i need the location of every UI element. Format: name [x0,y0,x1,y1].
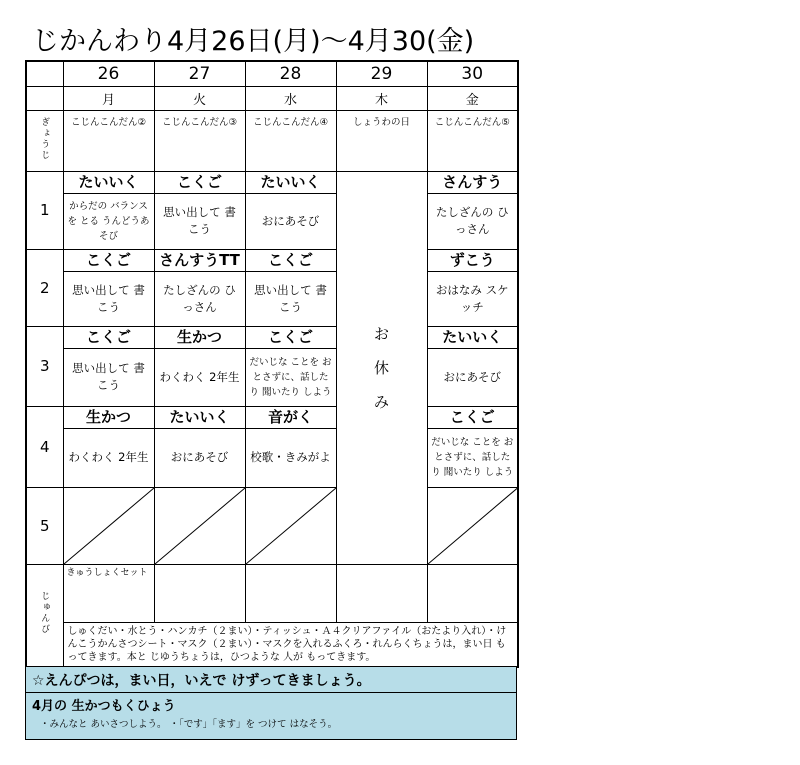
subject: ずこう [428,250,518,272]
day-number: 29 [336,61,427,86]
subject: こくご [155,172,245,194]
prep-item: きゅうしょくセット [63,564,154,622]
lesson-cell [245,406,336,487]
day-number: 27 [154,61,245,86]
day-number: 30 [427,61,518,86]
lesson-cell [245,249,336,326]
subject: たいいく [246,172,336,194]
lesson-cell [63,326,154,406]
lesson-note: だいじな ことを おとさずに、話したり 聞いたり しよう [431,437,514,478]
belongings-row [26,622,518,667]
empty-lesson-cell [427,487,518,564]
empty-lesson-cell [245,487,336,564]
empty-lesson-cell [63,487,154,564]
prep-row-label: じゅんび [26,564,63,667]
lesson-note: たしざんの ひっさん [435,205,509,236]
prep-item [154,564,245,622]
day-number-row [26,61,518,86]
period-row-5 [26,487,518,564]
lesson-cell [63,249,154,326]
prep-row [26,564,518,622]
lesson-cell [63,171,154,249]
subject: こくご [64,327,154,349]
corner-cell [26,86,63,110]
morning-event: こじんこんだん⑤ [427,110,518,171]
lesson-note: おにあそび [443,369,501,384]
lesson-cell [154,406,245,487]
holiday-char: 休 [373,358,389,377]
lesson-note: おはなみ スケッチ [435,282,509,314]
period-label: 5 [26,487,63,564]
lesson-cell [427,171,518,249]
morning-row-label: ぎょうじ [26,110,63,171]
lesson-note: からだの バランスを とる うんどうあそび [67,200,150,242]
subject: 生かつ [155,327,245,349]
day-number: 26 [63,61,154,86]
lesson-cell [245,171,336,249]
period-label: 1 [26,171,63,249]
lesson-note: 思い出して 書こう [72,361,145,392]
day-number: 28 [245,61,336,86]
period-row-3 [26,326,518,406]
period-label: 2 [26,249,63,326]
lesson-note: わくわく 2年生 [159,369,240,384]
weekday-label: 金 [427,86,518,110]
period-label: 4 [26,406,63,487]
holiday-char: み [373,392,389,411]
subject: こくご [246,327,336,349]
lesson-note: わくわく 2年生 [68,450,149,464]
lesson-note: 思い出して 書こう [254,282,327,314]
holiday-cell [336,171,427,564]
subject: 音がく [246,407,336,429]
subject: こくご [246,250,336,272]
period-row-1 [26,171,518,249]
weekday-row [26,86,518,110]
empty-lesson-cell [154,487,245,564]
goal-text: ・みんなと あいさつしよう。 ・「です」「ます」を つけて はなそう。 [40,719,338,730]
morning-event: こじんこんだん③ [154,110,245,171]
subject: こくご [64,250,154,272]
timetable [25,60,519,668]
subject: 生かつ [64,407,154,429]
subject: さんすう [428,172,518,194]
morning-event: こじんこんだん② [63,110,154,171]
morning-event: こじんこんだん④ [245,110,336,171]
weekday-label: 水 [245,86,336,110]
lesson-cell [154,171,245,249]
lesson-cell [427,249,518,326]
period-label: 3 [26,326,63,406]
footer-notes [25,666,517,740]
subject: たいいく [428,327,518,349]
lesson-note: 思い出して 書こう [72,282,145,314]
subject: たいいく [64,172,154,194]
lesson-cell [63,406,154,487]
prep-item [427,564,518,622]
subject: たいいく [155,407,245,429]
morning-event: しょうわの日 [336,110,427,171]
lesson-note: 思い出して 書こう [163,205,236,236]
weekday-label: 火 [154,86,245,110]
prep-item [336,564,427,622]
corner-cell [26,61,63,86]
lesson-note: 校歌・きみがよ [250,450,331,464]
lesson-note: おにあそび [261,213,320,228]
holiday-char: お [373,324,389,343]
goal-title: 4月の 生かつもくひょう [32,699,176,714]
page-title: じかんわり4月26日(月)〜4月30(金) [32,26,475,57]
lesson-cell [245,326,336,406]
pencil-note: ☆えんぴつは，まい日，いえで けずってきましょう。 [26,667,516,693]
weekday-label: 木 [336,86,427,110]
subject: さんすうTT [155,250,245,272]
lesson-cell [154,249,245,326]
lesson-note: おにあそび [170,450,229,464]
period-row-2 [26,249,518,326]
lesson-cell [154,326,245,406]
period-row-4 [26,406,518,487]
subject: こくご [428,407,518,429]
prep-item [245,564,336,622]
lesson-note: たしざんの ひっさん [163,282,236,314]
belongings-text: しゅくだい・水とう・ハンカチ（２まい）・ティッシュ・Ａ４クリアファイル（おたより入れ）・けんこうかんさつシート・マスク（２まい）・マスクを入れるふくろ・れんらくちょうは，まい日 もってきます。本と じゆうちょうは，ひつような 人が もってきます。 [63,622,518,667]
lesson-cell [427,326,518,406]
morning-row [26,110,518,171]
lesson-cell [427,406,518,487]
lesson-note: だいじな ことを おとさずに、話したり 聞いたり しよう [249,356,332,398]
weekday-label: 月 [63,86,154,110]
